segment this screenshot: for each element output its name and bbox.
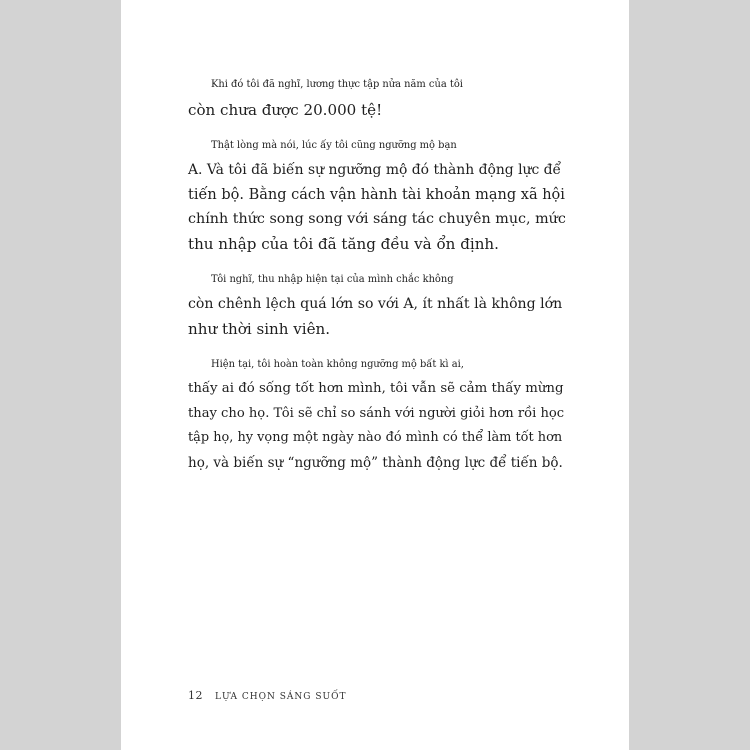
text-line: Hiện tại, tôi hoàn toàn không ngưỡng mộ bất kì ai, (211, 358, 464, 370)
text-line: Thật lòng mà nói, lúc ấy tôi cũng ngưỡng mộ bạn (211, 139, 457, 151)
text-line: chính thức song song với sáng tác chuyên mục, mức (188, 211, 566, 227)
right-background (629, 0, 750, 750)
text-line: Khi đó tôi đã nghĩ, lương thực tập nửa năm của tôi (211, 79, 463, 90)
text-line: còn chưa được 20.000 tệ! (188, 100, 383, 119)
page-body-text (188, 73, 565, 487)
paragraph-1 (188, 73, 565, 122)
text-line: họ, và biến sự “ngưỡng mộ” thành động lực để tiến bộ. (188, 454, 563, 471)
text-line: tập họ, hy vọng một ngày nào đó mình có thể làm tốt hơn (188, 430, 563, 445)
text-line: A. Và tôi đã biến sự ngưỡng mộ đó thành động lực để (188, 162, 562, 178)
text-line: thu nhập của tôi đã tăng đều và ổn định. (188, 234, 499, 253)
text-line: thay cho họ. Tôi sẽ chỉ so sánh với người giỏi hơn rồi học (188, 405, 565, 421)
paragraph-4 (188, 353, 565, 476)
text-line: tiến bộ. Bằng cách vận hành tài khoản mạng xã hội (188, 186, 565, 203)
text-line: thấy ai đó sống tốt hơn mình, tôi vẫn sẽ cảm thấy mừng (188, 381, 564, 396)
running-title: LỰA CHỌN SÁNG SUỐT (215, 692, 347, 702)
left-background (0, 0, 121, 750)
page-number: 12 (188, 689, 203, 702)
text-line: Tôi nghĩ, thu nhập hiện tại của mình chắc không (211, 273, 454, 285)
book-page (121, 0, 629, 750)
paragraph-3 (188, 268, 565, 342)
paragraph-2 (188, 134, 565, 257)
text-line: như thời sinh viên. (188, 319, 331, 338)
page-footer (188, 689, 347, 702)
text-line: còn chênh lệch quá lớn so với A, ít nhất là không lớn (188, 296, 563, 312)
